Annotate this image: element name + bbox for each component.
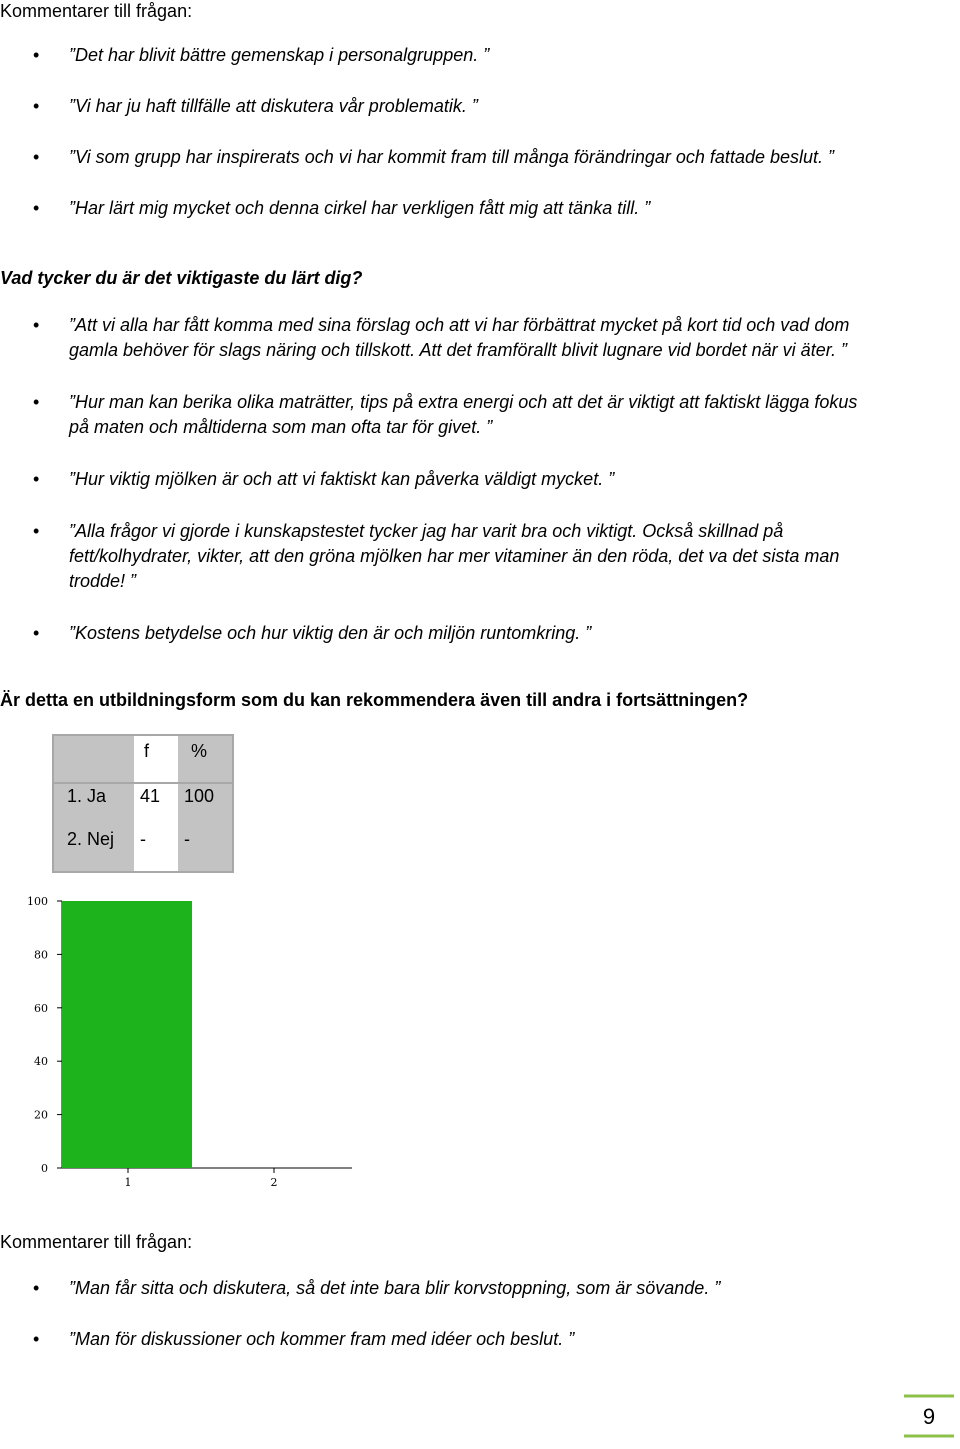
table-header-percent: % bbox=[191, 741, 208, 761]
list-item: • ”Vi som grupp har inspirerats och vi har kommit fram till många förändringar och fattade beslut. ” bbox=[0, 145, 880, 170]
frequency-table bbox=[52, 734, 234, 873]
page-number: 9 bbox=[922, 1404, 936, 1429]
y-tick-label: 80 bbox=[34, 948, 48, 962]
list-item: • ”Alla frågor vi gjorde i kunskapstestet tycker jag har varit bra och viktigt. Också skillnad på fett/kolhydrater, vikter, att den gröna mjölken har mer vitaminer än den röda, det va det sista man trodde! ” bbox=[0, 519, 880, 594]
list-item: • ”Man får sitta och diskutera, så det inte bara blir korvstoppning, som är sövande. ” bbox=[0, 1276, 880, 1301]
comments-heading-1: Kommentarer till frågan: bbox=[0, 1, 193, 21]
x-tick-label: 1 bbox=[124, 1176, 132, 1189]
table-cell: 100 bbox=[184, 786, 215, 806]
question-heading-2: Vad tycker du är det viktigaste du lärt dig? bbox=[0, 268, 363, 288]
list-item: • ”Man för diskussioner och kommer fram med idéer och beslut. ” bbox=[0, 1327, 880, 1352]
list-item: • ”Vi har ju haft tillfälle att diskutera vår problematik. ” bbox=[0, 94, 880, 119]
comments-list-1 bbox=[0, 43, 880, 221]
y-tick-label: 0 bbox=[41, 1162, 48, 1175]
list-item: • ”Att vi alla har fått komma med sina förslag och att vi har förbättrat mycket på kort tid och vad dom gamla behöver för slags näring och tillskott. Att det framförallt blivit lugnare vid bordet när vi äter. ” bbox=[0, 313, 880, 363]
list-item: • ”Har lärt mig mycket och denna cirkel har verkligen fått mig att tänka till. ” bbox=[0, 196, 880, 221]
table-cell: - bbox=[140, 829, 146, 849]
table-header-f: f bbox=[144, 741, 150, 761]
table-row-label: 2. Nej bbox=[67, 829, 115, 849]
list-item: • ”Hur viktig mjölken är och att vi faktiskt kan påverka väldigt mycket. ” bbox=[0, 467, 880, 492]
table-row-label: 1. Ja bbox=[67, 786, 107, 806]
comments-heading-4: Kommentarer till frågan: bbox=[0, 1232, 193, 1252]
question-heading-3: Är detta en utbildningsform som du kan rekommendera även till andra i fortsättningen? bbox=[0, 690, 749, 710]
bar-chart bbox=[0, 888, 380, 1198]
y-tick-label: 40 bbox=[34, 1055, 48, 1069]
y-tick-label: 60 bbox=[34, 1001, 48, 1015]
answers-list-2 bbox=[0, 313, 880, 646]
list-item: • ”Kostens betydelse och hur viktig den är och miljön runtomkring. ” bbox=[0, 621, 880, 646]
comments-list-4 bbox=[0, 1276, 880, 1352]
list-item: • ”Hur man kan berika olika maträtter, tips på extra energi och att det är viktigt att faktiskt lägga fokus på maten och måltiderna som man ofta tar för givet. ” bbox=[0, 390, 880, 440]
y-tick-label: 20 bbox=[34, 1108, 48, 1122]
y-tick-label: 100 bbox=[27, 895, 48, 908]
table-cell: 41 bbox=[140, 786, 161, 806]
bar bbox=[62, 901, 192, 1168]
table-cell: - bbox=[184, 829, 190, 849]
page-number-box bbox=[904, 1394, 954, 1438]
x-tick-label: 2 bbox=[270, 1176, 278, 1189]
list-item: • ”Det har blivit bättre gemenskap i personalgruppen. ” bbox=[0, 43, 880, 68]
